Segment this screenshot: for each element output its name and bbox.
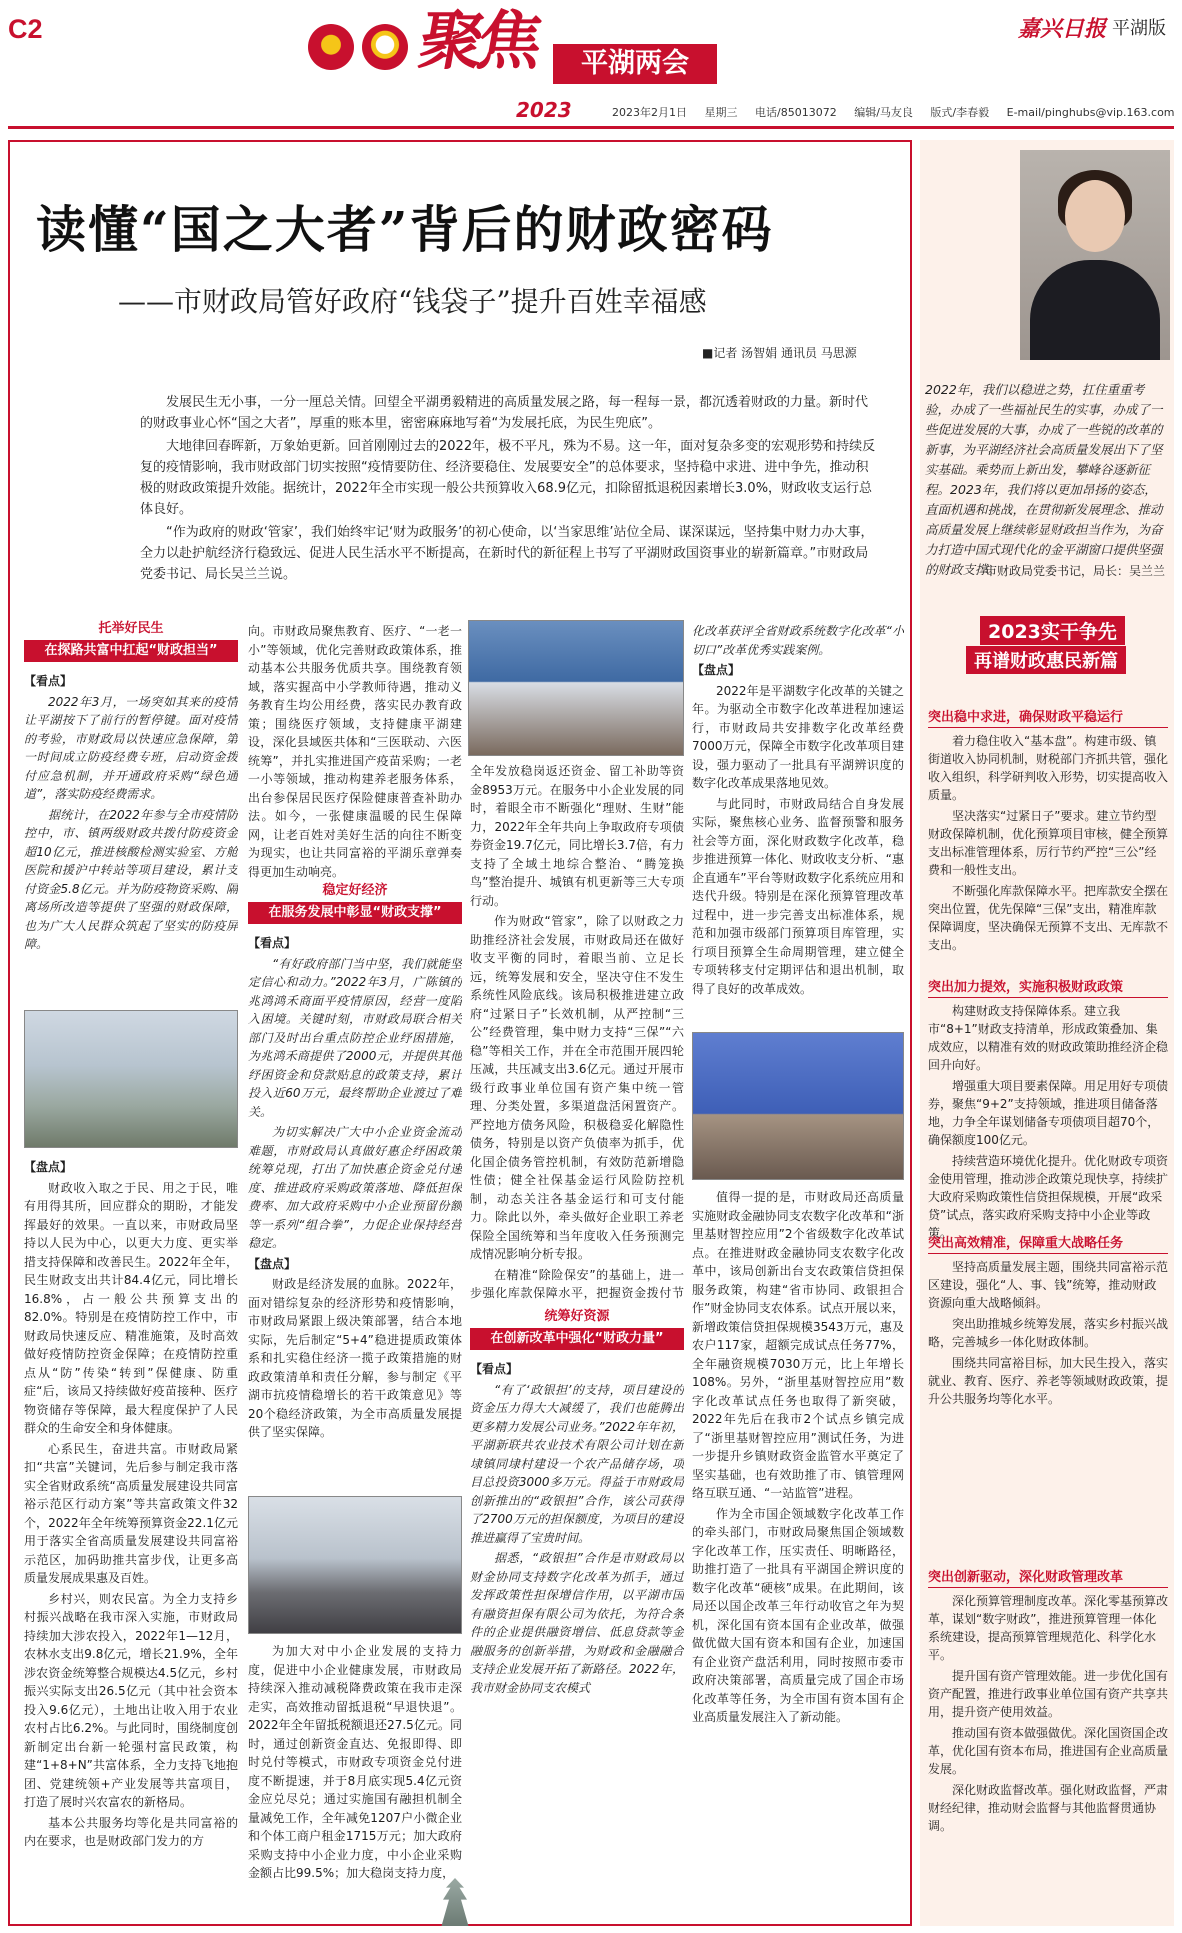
year-label: 2023: [516, 98, 572, 122]
photo-meeting-room: [248, 1496, 462, 1634]
sidebar-section-title: 突出创新驱动，深化财政管理改革: [928, 1566, 1168, 1588]
lead-paragraphs: [140, 392, 880, 587]
headline: 读懂“国之大者”背后的财政密码: [36, 200, 774, 259]
section-header-resources: [470, 1308, 684, 1354]
date: 2023年2月1日: [612, 106, 687, 119]
paragraph: 化改革获评全省财政系统数字化改革“小切口”改革优秀实践案例。: [692, 624, 904, 657]
sidebar-paragraph: 增强重大项目要素保障。用足用好专项债券，聚焦“9+2”支持领域，推进项目储备落地，力争全年谋划储备专项债项目超70个，确保额度100亿元。: [928, 1079, 1169, 1147]
sidebar-banner-line2: 再谱财政惠民新篇: [966, 646, 1126, 674]
section-header-economy: [248, 882, 462, 928]
article-column-4a: [692, 622, 904, 1026]
sidebar-paragraph: 坚持高质量发展主题，围绕共同富裕示范区建设，强化“人、事、钱”统筹，推动财政资源向重大战略倾斜。: [928, 1260, 1169, 1310]
subheadline: ——市财政局管好政府“钱袋子”提升百姓幸福感: [118, 285, 707, 318]
kicker: 【盘点】: [24, 1160, 73, 1174]
sidebar-paragraph: 构建财政支持保障体系。建立我市“8+1”财政支持清单，形成政策叠加、集成效应，以精准有效的财政政策助推经济企稳回升向好。: [928, 1004, 1169, 1072]
kicker: 【盘点】: [248, 1256, 297, 1271]
kicker: 【看点】: [248, 936, 297, 950]
paragraph: 向。市财政局聚焦教育、医疗、“一老一小”等领域，优化完善财政政策体系，推动基本公共服务优质共享。围绕教育领域，落实握高中小学教师待遇，推动义务教育生均公用经费，落实民办教育政策；围绕医疗领域，支持健康平湖建设，深化县域医共体和“三医联动、六医统筹”，并扎实推进国产疫苗采购；一老一小等领域，推动构建养老服务体系，出台参保居民医疗保险健康普查补助办法。如今，一张健康温暖的民生保障网，让老百姓对美好生活的向往不断变为现实，也让共同富裕的平湖乐章弹奏得更加生动响亮。: [248, 624, 462, 879]
paragraph: 财政是经济发展的血脉。2022年，面对错综复杂的经济形势和疫情影响，市财政局紧跟上级决策部署，结合本地实际，先后制定“5+4”稳进提质政策体系和扎实稳住经济一揽子政策措施的财政政策清单和责任分解，参与制定《平湖市抗疫情稳增长的若干政策意见》等20个稳经济政策，为全市高质量发展提供了坚实保障。: [248, 1277, 462, 1439]
sidebar-paragraph: 持续营造环境优化提升。优化财政专项资金使用管理，推动涉企政策兑现快享，持续扩大政府采购政策性信贷担保规模，开展“政采贷”试点，落实政府采购支持中小企业等政策。: [928, 1154, 1169, 1240]
sidebar-paragraph: 深化财政监督改革。强化财政监督，严肃财经纪律，推动财会监督与其他监督贯通协调。: [928, 1783, 1169, 1833]
article-column-2c: [248, 1642, 462, 1922]
paragraph: 据悉，“政银担”合作是市财政局以财金协同支持数字化改革为抓手，通过发挥政策性担保增信作用，以平湖市国有融资担保有限公司为依托，为符合条件的企业提供融资增信、低息贷款等金融服务的创新举措，为财政和金融融合支持企业发展开拓了新路径。2022年，我市财金协同支农模式: [470, 1551, 684, 1695]
photo-reform-meeting: [692, 1032, 904, 1180]
editor: 编辑/马友良: [854, 106, 913, 119]
sidebar-paragraph: 着力稳住收入“基本盘”。构建市级、镇街道收入协同机制，财税部门齐抓共管，强化收入组织，科学研判收入形势，切实提高收入质量。: [928, 734, 1169, 802]
lead-paragraph: 发展民生无小事，一分一厘总关情。回望全平湖勇毅精进的高质量发展之路，每一程每一景，都沉透着财政的力量。新时代的财政事业心怀“国之大者”，厚重的账本里，密密麻麻地写着“为发展托底，为民生兜底”。: [140, 395, 869, 431]
sidebar-section: [928, 1566, 1168, 1838]
cppcc-emblem-icon: [362, 24, 408, 70]
paragraph: 作为全市国企领域数字化改革工作的牵头部门，市财政局聚焦国企领域数字化改革工作，压实责任、明晰路径，助推打造了一批具有平湖国企辨识度的数字化改革“硬核”成果。在此期间，该局还以国企改革三年行动收官之年为契机，深化国有资本国有企业改革，做强做优做大国有资本和国有企业，加速国有企业资产盘活利用，同时按照市委市政府决策部署，高质量完成了国企市场化改革等任务，为全市国有资本国有企业高质量发展注入了新动能。: [692, 1506, 904, 1724]
quote-signature: 市财政局党委书记，局长：吴兰兰: [984, 564, 1165, 578]
phone: 电话/85013072: [755, 106, 837, 119]
sidebar-banner: [960, 616, 1170, 672]
article-column-1b: [24, 1158, 238, 1920]
sidebar-paragraph: 围绕共同富裕目标，加大民生投入，落实就业、教育、医疗、养老等领域财政政策，提升公共服务均等化水平。: [928, 1356, 1169, 1406]
section-title: 稳定好经济: [322, 883, 388, 898]
layout-editor: 版式/李春毅: [930, 106, 990, 119]
section-title: 托举好民生: [98, 621, 164, 636]
paragraph: 乡村兴，则农民富。为全力支持乡村振兴战略在我市深入实施，市财政局持续加大涉农投入，2022年1—12月，农林水支出9.8亿元，增长21.9%，全年涉农资金统筹整合规模达4.5亿元，乡村振兴实际支出26.5亿元（其中社会资本投入9.6亿元），土地出让收入用于农业农村占比6.2%。与此同时，围绕制度创新制定出台新一轮强村富民政策，构建“1+8+N”共富体系，全力支持飞地抱团、党建统领+产业发展等共富项目，打造了展时兴农富农的新格局。: [24, 1591, 238, 1809]
paragraph: 与此同时，市财政局结合自身发展实际，聚焦核心业务、监督预警和服务社会等方面，深化财政数字化改革，稳步推进预算一体化、财政收支分析、“惠企直通车”平台等财政数字化系统应用和迭代升级。特别是在深化预算管理改革过程中，进一步完善支出标准体系，规范和加强市级部门预算项目库管理，实行项目预算全生命周期管理，建立健全专项转移支付定期评估和退出机制，取得了良好的改革成效。: [692, 796, 904, 996]
sidebar-section-title: 突出加力提效，实施积极财政政策: [928, 976, 1168, 998]
sidebar-section: [928, 1232, 1168, 1411]
section-subtitle: 在创新改革中强化“财政力量”: [470, 1328, 684, 1350]
paragraph: 为切实解决广大中小企业资金流动难题，市财政局认真做好惠企纾困政策统筹兑现，打出了加快惠企资金兑付速度、推进政府采购政策落地、降低担保费率、加大政府采购中小企业预留份额等一系列“组合拳”，力促企业保持经营稳定。: [248, 1125, 462, 1250]
sidebar-banner-line1: 2023实干争先: [980, 616, 1125, 645]
byline: ■记者 汤智娟 通讯员 马思源: [702, 346, 857, 360]
kicker: 【看点】: [24, 674, 73, 688]
sidebar-paragraph: 突出助推城乡统筹发展，落实乡村振兴战略，完善城乡一体化财政体制。: [928, 1317, 1169, 1349]
paragraph: 全年发放稳岗返还资金、留工补助等资金8953万元。在服务中小企业发展的同时，着眼全市不断强化“理财、生财”能力，2022年全年共向上争取政府专项债券资金19.7亿元，同比增长3.7倍，有力支持了全域土地综合整治、“腾笼换鸟”整治提升、城镇有机更新等三大专项行动。: [470, 764, 684, 908]
director-quote: 2022年，我们以稳进之势，扛住重重考验，办成了一些福祉民生的实事，办成了一些促进发展的大事，办成了一些锐的改革的新事，为平湖经济社会高质量发展出下了坚实基础。乘势而上新出发，攀峰谷逐新征程。2023年，我们将以更加昂扬的姿态，直面机遇和挑战，在贯彻新发展理念、推动高质量发展上继续彰显财政担当作为，为奋力打造中国式现代化的金平湖窗口提供坚强的财政支撑。: [925, 382, 1163, 577]
sidebar-paragraph: 提升国有资产管理效能。进一步优化国有资产配置，推进行政事业单位国有资产共享共用，提升资产使用效益。: [928, 1669, 1169, 1719]
article-column-3a: [470, 762, 684, 1302]
kicker: 【看点】: [470, 1362, 519, 1376]
section-title: 统筹好资源: [544, 1309, 610, 1324]
paragraph: “有了‘政银担’的支持，项目建设的资金压力得大大减缓了，我们也能腾出更多精力发展公司业务。”2022年年初，平湖新联共农业技术有限公司计划在新埭镇同埭村建设一个农产品储存场，项目总投资3000多万元。得益于市财政局创新推出的“政银担”合作，该公司获得了2700万元的担保额度，为项目的建设推进赢得了宝贵时间。: [470, 1382, 684, 1545]
paragraph: 2022年是平湖数字化改革的关键之年。为驱动全市数字化改革进程加速运行，市财政局共安排数字化改革经费7000万元，保障全市数字化改革项目建设，强力驱动了一批具有平湖辨识度的数字化改革成果落地见效。: [692, 683, 904, 790]
weekday: 星期三: [704, 106, 738, 119]
sidebar-section-title: 突出高效精准，保障重大战略任务: [928, 1232, 1168, 1254]
article-column-2a: [248, 622, 462, 884]
photo-epidemic-workers: [24, 1010, 238, 1148]
sidebar-paragraph: 不断强化库款保障水平。把库款安全摆在突出位置，优先保障“三保”支出，精准库款保障调度，坚决确保无预算不支出、无库款不支出。: [928, 884, 1169, 952]
photo-signing-ceremony: [468, 620, 684, 756]
lead-paragraph: 大地律回春晖新，万象始更新。回首刚刚过去的2022年，极不平凡，殊为不易。这一年，面对复杂多变的宏观形势和持续反复的疫情影响，我市财政部门切实按照“疫情要防住、经济要稳住、发展要安全”的总体要求，坚持稳中求进、进中争先，推动积极的财政政策提升效能。据统计，2022年全市实现一般公共预算收入68.9亿元，扣除留抵退税因素增长3.0%，财政收支运行总体良好。: [140, 439, 876, 517]
paragraph: 为加大对中小企业发展的支持力度，促进中小企业健康发展，市财政局持续深入推动减税降费政策在我市走深走实，高效推动留抵退税“早退快退”。2022年全年留抵税额退还27.5亿元。同时，通过创新资金直达、免报即得、即时兑付等模式，市财政专项资金兑付进度不断提速，并于8月底实现5.4亿元资金应兑尽兑；通过实施国有融担机制全量减免工作，全年减免1207户小微企业和个体工商户租金1715万元；加大政府采购支持中小企业力度，中小企业采购金额占比99.5%；加大稳岗支持力度，: [248, 1644, 462, 1880]
paragraph: 2022年3月，一场突如其来的疫情让平湖按下了前行的暂停键。面对疫情的考验，市财政局以快速应急保障，第一时间成立防疫经费专班，启动资金拨付应急机制，并开通政府采购“绿色通道”，落实防疫经费需求。: [24, 694, 238, 801]
article-column-3b: [470, 1360, 684, 1922]
paragraph: 心系民生，奋进共富。市财政局紧扣“共富”关键词，先后参与制定我市落实全省财政系统“高质量发展建设共同富裕示范区行动方案”等共富政策文件32个，2022年全年统筹预算资金22.1亿元用于落实全省高质量发展建设共同富裕示范区，加码助推共富步伐，让更多高质量发展成果惠及百姓。: [24, 1441, 238, 1585]
email[interactable]: E-mail/pinghubs@vip.163.com: [1006, 106, 1175, 119]
paragraph: 财政收入取之于民、用之于民，唯有用得其所，回应群众的期盼，才能发挥最好的效果。一直以来，市财政局坚持以人民为中心，以更大力度、更实举措支持保障和改善民生。2022年全年，民生财政支出共计84.4亿元，同比增长16.8%，占一般公共预算支出的82.0%。特别是在疫情防控工作中，市财政局快速反应、精准施策，及时高效做好疫情防控资金保障；在疫情防控重点从“防”传染“转到”保健康、防重症“后，该局又持续做好疫苗接种、医疗物资储存等保障，最大程度保护了人民群众的生命安全和身体健康。: [24, 1180, 238, 1435]
article-column-2b: [248, 934, 462, 1488]
newspaper-brand: 嘉兴日报: [1018, 16, 1107, 42]
sidebar-paragraph: 推动国有资本做强做优。深化国资国企改革，优化国有资本布局，推进国有企业高质量发展。: [928, 1726, 1169, 1776]
header-rule: [8, 126, 1174, 129]
sidebar-paragraph: 深化预算管理制度改革。深化零基预算改革，谋划“数字财政”，推进预算管理一体化系统建设，提高预算管理规范化、科学化水平。: [928, 1594, 1169, 1662]
section-subtitle: 在探路共富中扛起“财政担当”: [24, 640, 238, 662]
paragraph: 据统计，在2022年参与全市疫情防控中，市、镇两级财政共拨付防疫资金超10亿元，推进核酸检测实验室、方舱医院和援沪中转站等项目建设，累计支付资金5.8亿元。并为防疫物资采购、隔离场所改造等提供了坚强的财政保障，也为广大人民群众筑起了坚实的防疫屏障。: [24, 807, 238, 951]
sidebar-paragraph: 坚决落实“过紧日子”要求。建立节约型财政保障机制，优化预算项目审核，健全预算支出标准管理体系，厉行节约严控“三公”经费和一般性支出。: [928, 809, 1169, 877]
sidebar-section: [928, 706, 1168, 957]
kicker: 【盘点】: [692, 663, 741, 677]
paragraph: 在精准“除险保安”的基础上，进一步强化库款保障水平，把握资金拨付节: [470, 1267, 684, 1300]
paragraph: 值得一提的是，市财政局还高质量实施财政金融协同支农数字化改革和“浙里基财智控应用”2个省级数字化改革试点。在推进财政金融协同支农数字化改革中，该局创新出台支农政策信贷担保服务政策，构建“省市协同、政银担合作”财金协同支农体系。试点开展以来，新增政策信贷担保规模3543万元，惠及农户117家，超额完成试点任务77%，全年融资规模7030万元，比上年增长108%。另外，“浙里基财智控应用”数字化改革试点任务也取得了新突破，2022年先后在我市2个试点乡镇完成了“浙里基财智控应用”测试任务，为进一步提升乡镇财政资金监管水平奠定了坚实基础，也有效助推了市、镇管理网络互联互通、“一站监管”进程。: [692, 1190, 904, 1500]
section-header-livelihood: [24, 620, 238, 666]
section-subtitle: 在服务发展中彰显“财政支撑”: [248, 902, 462, 924]
article-column-1a: [24, 672, 238, 1002]
article-column-4b: [692, 1188, 904, 1922]
edition-label: 平湖版: [1112, 18, 1166, 39]
director-portrait: [1020, 150, 1170, 360]
sidebar-section: [928, 976, 1168, 1245]
page-number: C2: [8, 14, 43, 44]
lead-paragraph: “作为政府的财政‘管家’，我们始终牢记‘财为政服务’的初心使命，以‘当家思维’站位全局、谋深谋远，坚持集中财力办大事，全力以赴护航经济行稳致远、促进人民生活水平不断提高，在新时代的新征程上书写了平湖财政国资事业的崭新篇章。”市财政局党委书记、局长吴兰兰说。: [140, 525, 874, 582]
paragraph: “有好政府部门当中坚，我们就能坚定信心和动力。”2022年3月，广陈镇的兆鸿鸿禾商面平疫情原因，经营一度陷入困境。关键时刻，市财政局联合相关部门及时出台重点防控企业纾困措施，为兆鸿禾商提供了2000元，并提供其他纾困资金和贷款贴息的政策支持，累计投入近60万元，最终帮助企业渡过了难关。: [248, 956, 462, 1119]
dateline: [612, 104, 1177, 120]
sidebar-section-title: 突出稳中求进，确保财政平稳运行: [928, 706, 1168, 728]
paragraph: 基本公共服务均等化是共同富裕的内在要求，也是财政部门发力的方: [24, 1815, 238, 1848]
paragraph: 作为财政“管家”，除了以财政之力助推经济社会发展，市财政局还在做好收支平衡的同时，着眼当前、立足长远，统筹发展和安全，坚决守住不发生系统性风险底线。该局积极推进建立政府“过紧日子”长效机制，从严控制“三公”经费管理，集中财力支持“三保”“六稳”等相关工作，并在全市范围开展四轮压减，共压减支出3.6亿元。通过开展市级行政事业单位国有资产集中统一管理、分类处置，多渠道盘活闲置资产。严控地方债务风险，积极稳妥化解隐性债务，特别是以资产负债率为抓手，优化国企债务管控机制，有效防范新增隐性债；健全社保基金运行风险防控机制，动态关注各基金运行和可支付能力。除此以外，牵头做好企业职工养老保险全国统筹和当年度收入任务预测完成情况影响分析专报。: [470, 914, 684, 1261]
focus-logo: 聚焦: [413, 4, 543, 79]
national-emblem-icon: [308, 24, 354, 70]
column-banner: 平湖两会: [553, 44, 717, 84]
